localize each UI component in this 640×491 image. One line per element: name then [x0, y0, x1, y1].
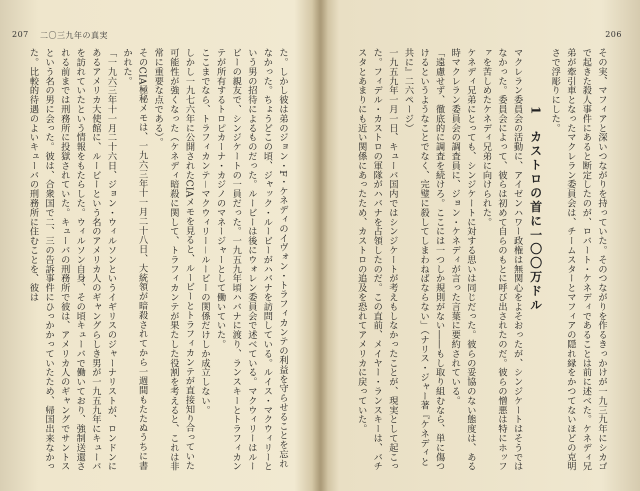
right-paragraph-3: ケネディ兄弟にとっても、シンジケートに対する思いは同じだった。彼らの妥協のない態度は、ある時マクレラン委員会の調査員に、ジョン・ケネディが言った言葉に要約されている。 [449, 48, 476, 471]
right-page-body [337, 48, 609, 473]
left-page-number: 207 [12, 30, 29, 39]
book-gutter [312, 0, 328, 491]
right-paragraph-1: その実、マフィアと深いつながりを持っていた。そのつながりを作るきっかけが一九三九年にシカゴで起きた殺人事件にあると断定したのが、ロバート・ケネディであることは前に述べた。ケネディ兄弟が牽引車となったマクレラン委員会は、チームスターとマフィアの隠れ縁をかつてないほどの克明さで浮彫りにした。 [549, 48, 607, 471]
left-paragraph-2: ここまでなら、トラフィカンテ－マクウィリー－ルービーの関係だけしか成立しない。 [199, 48, 211, 415]
left-paragraph-4: そのCIA極秘メモは、一九六三年十一月二十八日、大統領が暗殺されてから一週間もたたぬうちに書かれた。 [121, 48, 148, 471]
left-paragraph-5: 「一九六三年十一月二十六日、ジョン・ウィルソンというイギリスのジャーナリストが、ロンドンにあるアメリカ大使館に、ルービーという名のアメリカ人のギャングらしき男が一九五九年にキューバを訪れていたという情報をもたらした。ウィルソン自身、その頃キューバで働いており、強制送還される前までは刑務所に投獄されていた。キューバの刑務所で彼は、アメリカ人のギャングでサントスという名の男に会った。彼は、合衆国で二、三の告訴事件にひっかかっていたため、帰国出来なかった。比較的待遇のよいキューバの刑務所に住むことを、彼は [27, 48, 117, 471]
right-paragraph-2: マクレラン委員会の活動に、アイゼンハワー政権は無関心をよそおったが、シンジケートはそうではなかった。委員会によって、彼らは初めて自らのもとに呼び出されたのだ。彼らの憎悪は特にホッファを苦しめたケネディ兄弟に向けられた。 [480, 48, 523, 471]
section-heading: 1 カストロの首に一〇〇万ドル [528, 106, 543, 313]
left-running-head: 二〇三九年の真実 [40, 31, 108, 40]
right-page-number: 206 [605, 30, 622, 39]
left-paragraph-1: た。しかし彼は弟のジョン・F・ケネディのイヴォン・トラフィカンテの利益を守らせることを忘れなかった。ちょうどこの頃、ジャック・ルービーがハバナを訪問している。ルイス・マクウィリーという男の招待によるものだった。ルービーは後にウォレン委員会で述べている。マクウィリーはルービーの親友で、シンジケートの一員だった。一九五九年頃ハバナに渡り、ランスキーとトラフィカンテが所有するトロピカーナ・カジノのマネージャーとして働いていた。 [214, 48, 288, 471]
left-paragraph-3: しかし一九七六年に公開されたCIAメモを見ると、ルービーとトラフィカンテが直接知り合っていた可能性が強くなった（ケネディ暗殺に関して、トラフィカンテが果たした役割を考えると、これは非常に重要な点である）。 [152, 48, 195, 471]
right-paragraph-5: 一九五九年一月一日、キューバ国内ではシンジケートが考えもしなかったことが、現実として起こった。フィデル・カストロの軍隊がハバナを占領したのだ。この直前、メイヤー・ランスキーは、バチスタとあまりにも近い関係にあったため、カストロの追及を恐れてアメリカに戻っていた。 [355, 48, 398, 471]
right-paragraph-4: 「遠慮せず、徹底的に調査を続けろ。ここには一つしか規則がない――もし取り組むなら、単に傷つけるというようなことでなく、完璧に殺してしまわねばならない」（ナリス・ジャー著『ケネディと共に』二六ページ） [402, 48, 445, 471]
left-page-body [18, 48, 290, 473]
